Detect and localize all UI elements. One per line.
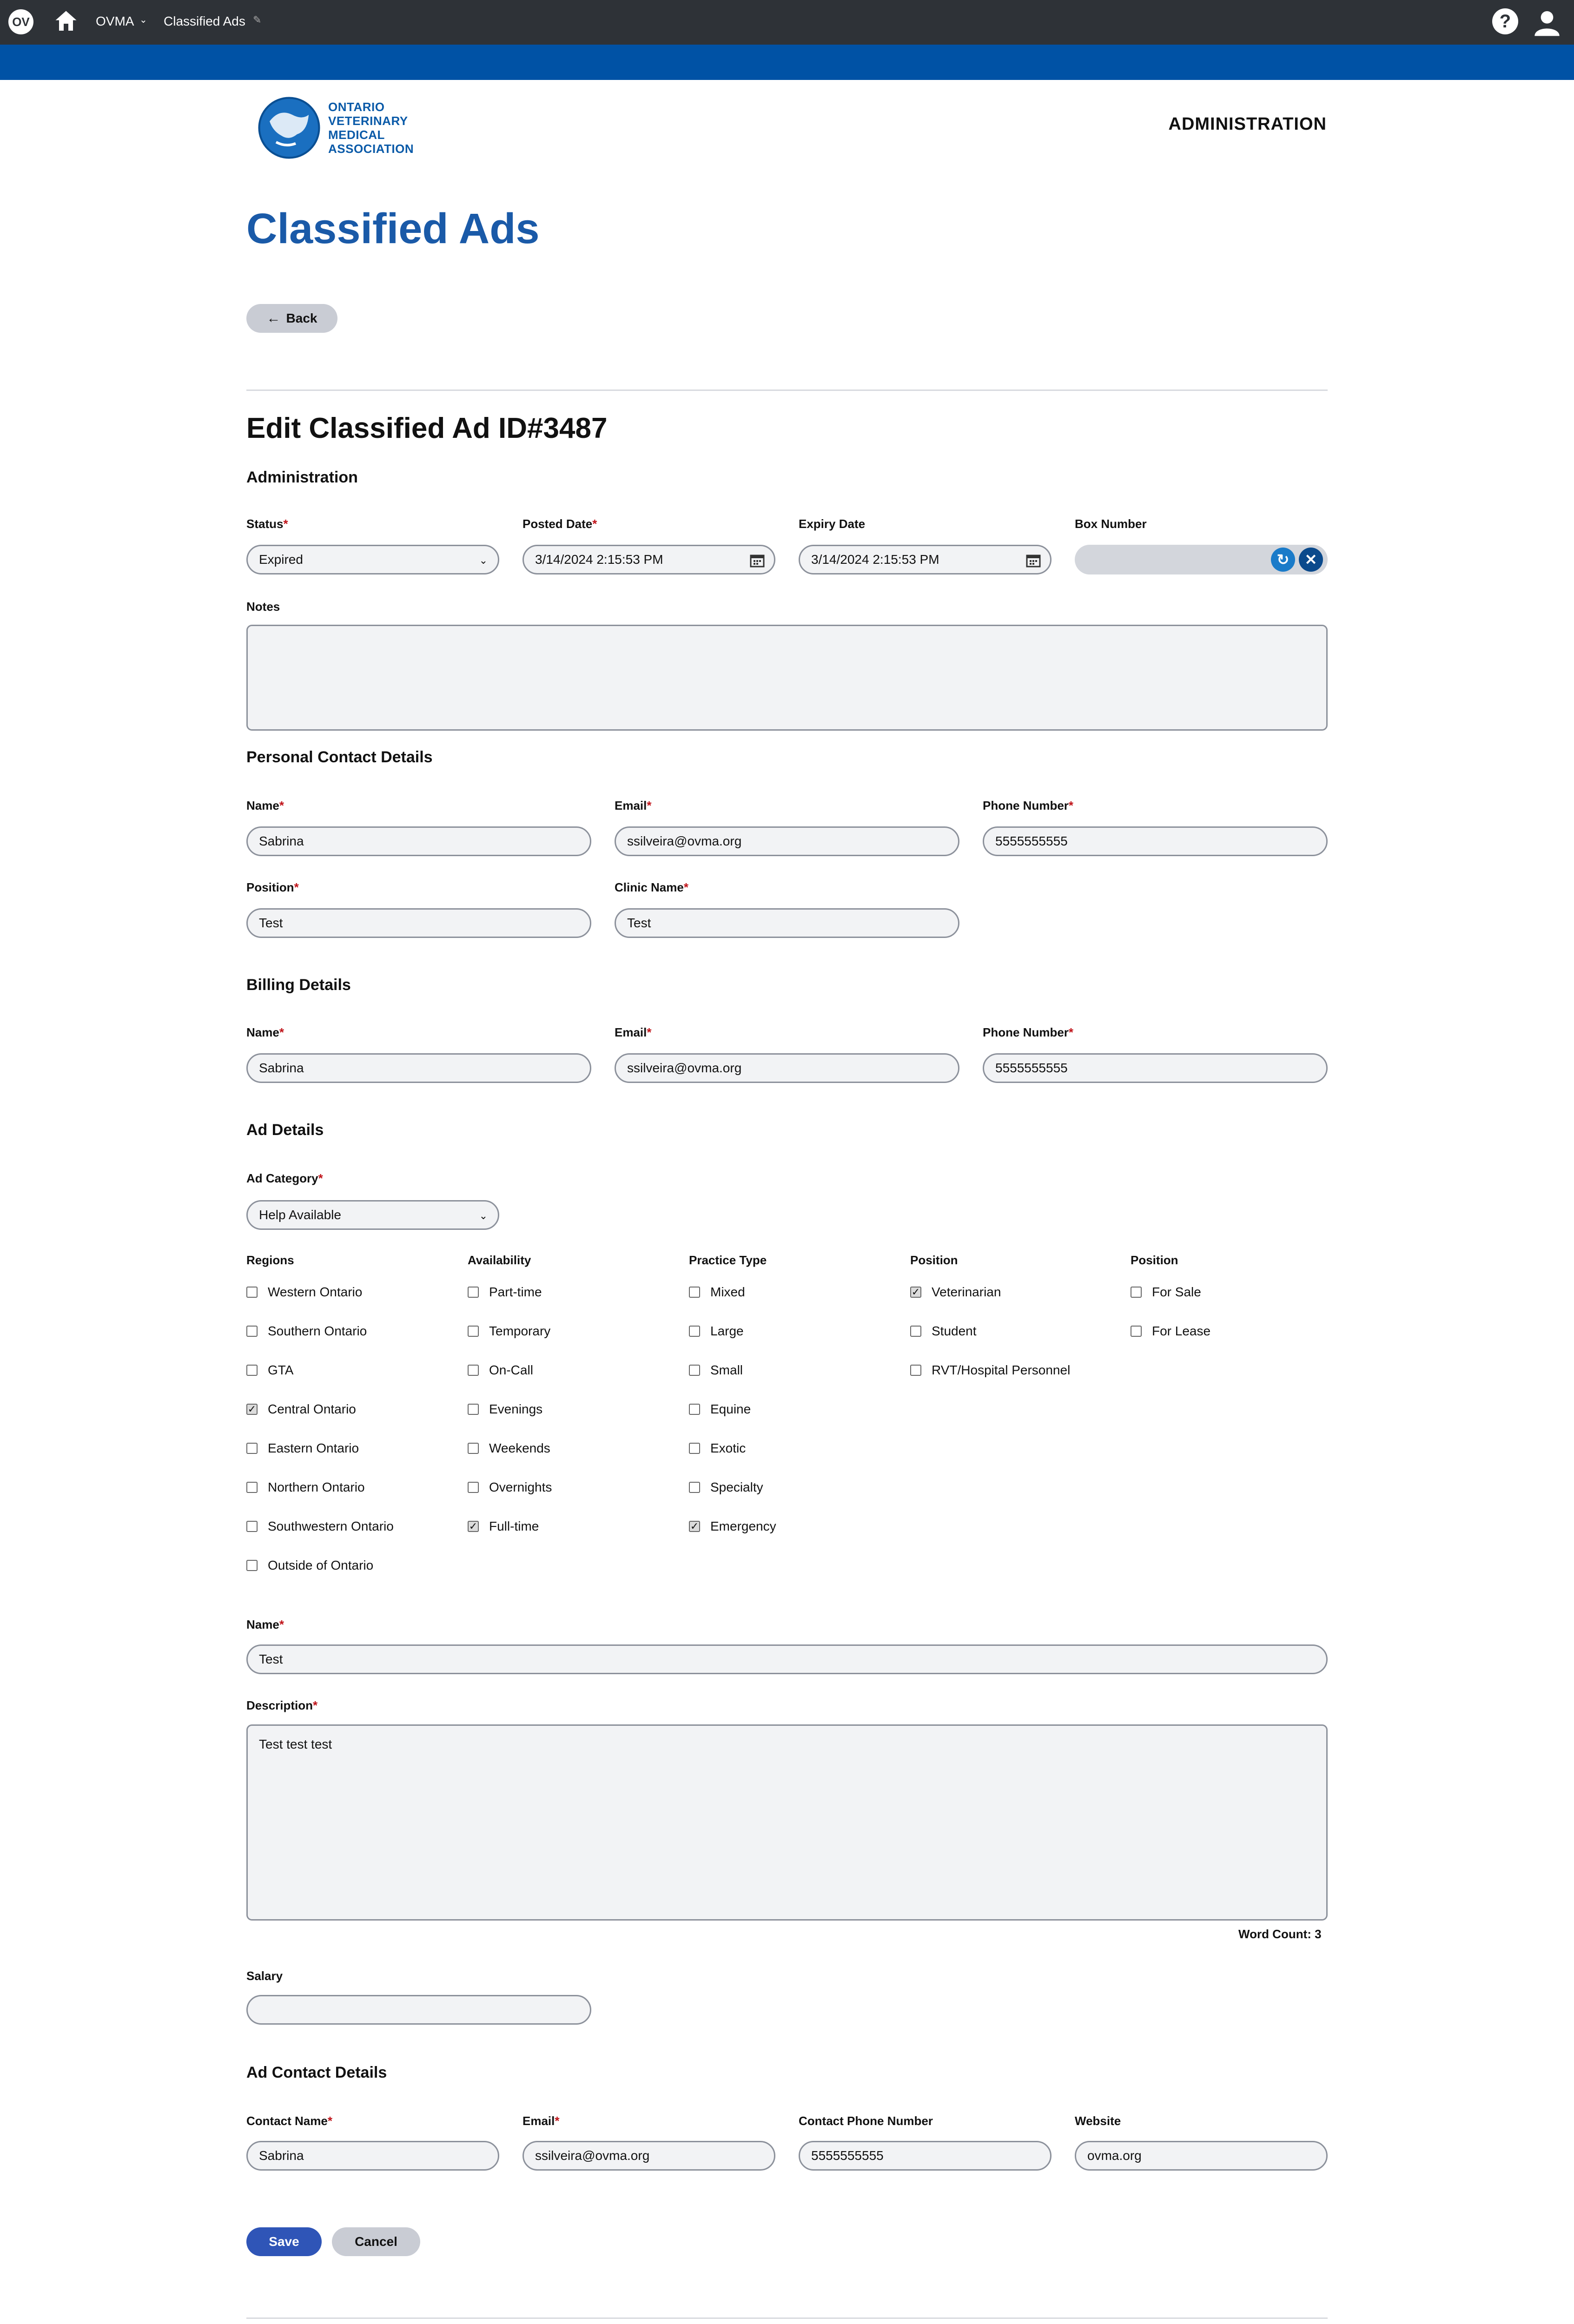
position-student[interactable]: Student [910,1324,977,1339]
posted-date-label: Posted Date* [522,517,597,531]
personal-email-label: Email* [615,799,652,812]
breadcrumb-classified-ads[interactable]: Classified Ads [164,14,245,28]
practice-exotic[interactable]: Exotic [689,1441,746,1456]
practice-small[interactable]: Small [689,1363,743,1378]
expiry-date-label: Expiry Date [799,517,866,531]
practice-mixed[interactable]: Mixed [689,1285,745,1300]
practice-specialty[interactable]: Specialty [689,1480,763,1495]
page-title: Classified Ads [246,205,540,252]
billing-heading: Billing Details [246,976,351,994]
administration-heading: Administration [246,469,358,486]
calendar-icon[interactable] [1026,553,1041,568]
globe-logo-icon [257,95,322,160]
divider [246,2317,1328,2319]
contact-name-input[interactable]: Sabrina [246,2141,499,2171]
ad-category-label: Ad Category* [246,1171,323,1185]
app-logo-icon[interactable]: OV [8,9,33,34]
status-select[interactable]: Expired ⌄ [246,545,499,574]
brand-name: ONTARIO VETERINARY MEDICAL ASSOCIATION [328,100,414,156]
check-icon: ✓ [910,1287,921,1298]
region-outside-ontario[interactable]: Outside of Ontario [246,1558,373,1573]
ovma-logo[interactable] [257,93,424,163]
box-number-label: Box Number [1075,517,1147,531]
region-eastern-ontario[interactable]: Eastern Ontario [246,1441,359,1456]
personal-phone-input[interactable]: 5555555555 [983,826,1328,856]
refresh-icon[interactable]: ↻ [1271,548,1295,572]
contact-name-label: Contact Name* [246,2114,332,2128]
availability-evenings[interactable]: Evenings [468,1402,542,1417]
description-label: Description* [246,1698,318,1712]
save-button[interactable]: Save [246,2227,322,2256]
ad-name-input[interactable]: Test [246,1644,1328,1674]
chevron-down-icon: ⌄ [479,1210,488,1221]
ad-contact-heading: Ad Contact Details [246,2064,387,2081]
ad-details-heading: Ad Details [246,1121,324,1139]
availability-on-call[interactable]: On-Call [468,1363,533,1378]
home-icon[interactable] [52,7,80,35]
breadcrumb-ovma[interactable]: OVMA [96,14,134,28]
edit-title: Edit Classified Ad ID#3487 [246,412,608,444]
administration-link[interactable]: ADMINISTRATION [1168,114,1327,134]
contact-email-label: Email* [522,2114,560,2128]
practice-large[interactable]: Large [689,1324,744,1339]
position-label: Position* [246,880,299,894]
posted-date-input[interactable]: 3/14/2024 2:15:53 PM [522,545,775,574]
practice-emergency[interactable]: ✓ Emergency [689,1519,776,1534]
check-icon: ✓ [468,1521,479,1532]
clinic-name-label: Clinic Name* [615,880,688,894]
back-button[interactable]: ← Back [246,304,337,333]
availability-heading: Availability [468,1253,531,1267]
check-icon: ✓ [246,1404,258,1415]
position-for-sale[interactable]: For Sale [1131,1285,1201,1300]
personal-name-input[interactable]: Sabrina [246,826,591,856]
calendar-icon[interactable] [750,553,765,568]
clinic-name-input[interactable]: Test [615,908,959,938]
divider [246,390,1328,391]
availability-temporary[interactable]: Temporary [468,1324,550,1339]
website-label: Website [1075,2114,1121,2128]
user-icon[interactable] [1532,7,1562,37]
salary-label: Salary [246,1969,283,1983]
position-rvt[interactable]: RVT/Hospital Personnel [910,1363,1070,1378]
description-textarea[interactable]: Test test test [246,1724,1328,1921]
position-veterinarian[interactable]: ✓ Veterinarian [910,1285,1001,1300]
notes-label: Notes [246,600,280,614]
region-gta[interactable]: GTA [246,1363,293,1378]
ad-name-label: Name* [246,1618,284,1631]
contact-phone-input[interactable]: 5555555555 [799,2141,1052,2171]
region-western-ontario[interactable]: Western Ontario [246,1285,362,1300]
position-heading: Position [910,1253,958,1267]
billing-name-label: Name* [246,1025,284,1039]
position-for-lease[interactable]: For Lease [1131,1324,1210,1339]
regions-heading: Regions [246,1253,294,1267]
edit-pencil-icon[interactable]: ✎ [253,14,262,26]
word-count: Word Count: 3 [1238,1927,1322,1941]
region-southern-ontario[interactable]: Southern Ontario [246,1324,367,1339]
chevron-down-icon[interactable]: ⌄ [139,15,147,25]
availability-weekends[interactable]: Weekends [468,1441,550,1456]
region-southwestern-ontario[interactable]: Southwestern Ontario [246,1519,394,1534]
billing-phone-input[interactable]: 5555555555 [983,1053,1328,1083]
brand-bar [0,45,1574,80]
position-input[interactable]: Test [246,908,591,938]
personal-name-label: Name* [246,799,284,812]
billing-email-label: Email* [615,1025,652,1039]
personal-phone-label: Phone Number* [983,799,1074,812]
website-input[interactable]: ovma.org [1075,2141,1328,2171]
check-icon: ✓ [689,1521,700,1532]
position-heading-2: Position [1131,1253,1178,1267]
region-northern-ontario[interactable]: Northern Ontario [246,1480,365,1495]
help-icon[interactable]: ? [1492,8,1518,34]
status-label: Status* [246,517,288,531]
personal-contact-heading: Personal Contact Details [246,748,433,766]
personal-email-input[interactable]: ssilveira@ovma.org [615,826,959,856]
salary-input[interactable] [246,1995,591,2025]
billing-phone-label: Phone Number* [983,1025,1074,1039]
availability-full-time[interactable]: ✓ Full-time [468,1519,539,1534]
billing-name-input[interactable]: Sabrina [246,1053,591,1083]
expiry-date-input[interactable]: 3/14/2024 2:15:53 PM [799,545,1052,574]
chevron-down-icon: ⌄ [479,555,488,566]
availability-overnights[interactable]: Overnights [468,1480,552,1495]
notes-textarea[interactable] [246,625,1328,731]
billing-email-input[interactable]: ssilveira@ovma.org [615,1053,959,1083]
cancel-button[interactable]: Cancel [332,2227,420,2256]
contact-phone-label: Contact Phone Number [799,2114,933,2128]
practice-type-heading: Practice Type [689,1253,767,1267]
ad-category-select[interactable]: Help Available ⌄ [246,1200,499,1230]
contact-email-input[interactable]: ssilveira@ovma.org [522,2141,775,2171]
clear-icon[interactable]: ✕ [1299,548,1323,572]
region-central-ontario[interactable]: ✓ Central Ontario [246,1402,356,1417]
arrow-left-icon: ← [266,310,281,326]
practice-equine[interactable]: Equine [689,1402,751,1417]
top-bar [0,0,1574,45]
availability-part-time[interactable]: Part-time [468,1285,542,1300]
